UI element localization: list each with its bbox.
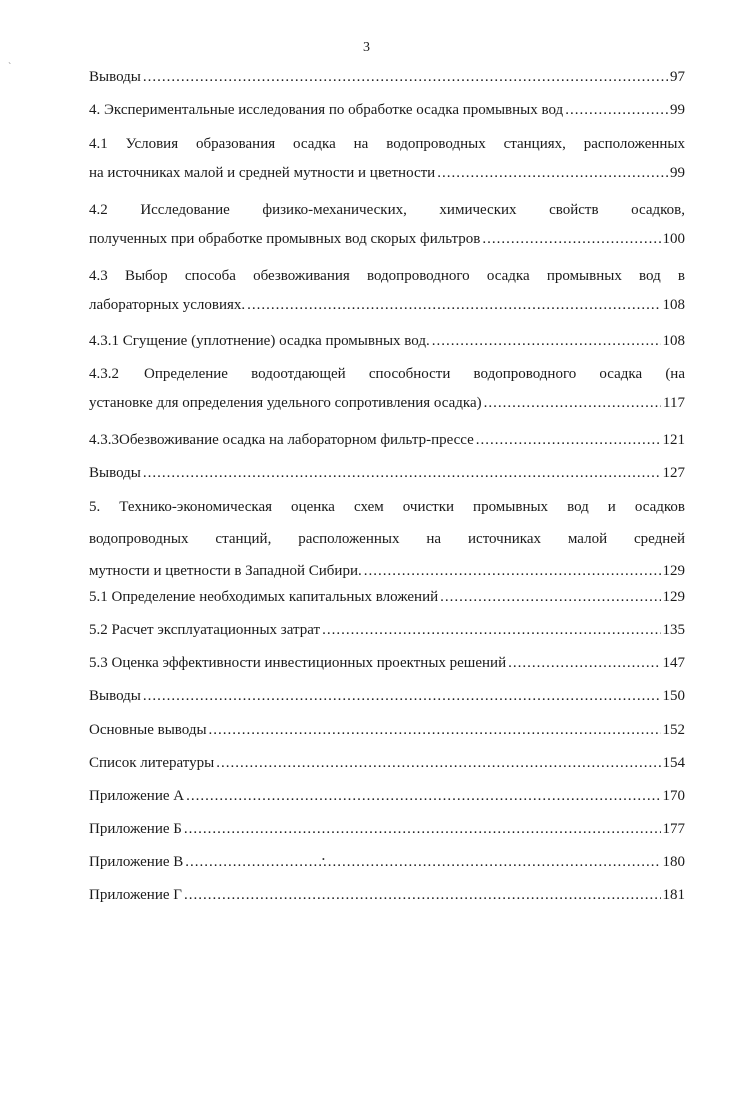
toc-entry-title: на источниках малой и средней мутности и цветности — [89, 165, 436, 181]
toc-entry-line: Определение водоотдающей способности водопроводного осадка (на — [144, 366, 685, 382]
toc-entry — [89, 881, 685, 910]
toc-entry — [89, 649, 685, 678]
dot-leader — [247, 291, 660, 320]
toc-entry-title: 5.2 Расчет эксплуатационных затрат — [89, 622, 321, 638]
toc-entry-page: 180 — [662, 854, 685, 870]
toc-entry-page: 129 — [662, 589, 685, 605]
toc-entry-page: 108 — [662, 297, 685, 313]
toc-entry-title: Приложение Б — [89, 821, 182, 837]
toc-entry — [89, 848, 685, 877]
dot-leader — [440, 583, 660, 612]
dot-leader — [216, 749, 660, 778]
dot-leader — [209, 716, 661, 745]
dot-leader — [508, 649, 660, 678]
toc-entry-title: 5.1 Определение необходимых капитальных вложений — [89, 589, 439, 605]
toc-entry-title: 4.3.1 Сгущение (уплотнение) осадка промывных вод. — [89, 333, 430, 349]
toc-entry — [89, 749, 685, 778]
toc-entry-title: Приложение В — [89, 854, 184, 870]
toc-entry-title: лабораторных условиях. — [89, 297, 246, 313]
toc-entry-title: 4. Экспериментальные исследования по обработке осадка промывных вод — [89, 102, 564, 118]
toc-entry-line: 4.1 Условия образования осадка на водопроводных станциях, расположенных — [89, 136, 685, 152]
dot-leader — [364, 557, 661, 586]
toc-entry — [89, 327, 685, 356]
toc-entry-title: Выводы — [89, 465, 141, 481]
toc-entry-line: 4.3 Выбор способа обезвоживания водопроводного осадка промывных вод в — [89, 268, 685, 284]
toc-entry — [89, 459, 685, 488]
toc-entry-title: установке для определения удельного сопротивления осадка) — [89, 395, 482, 411]
toc-entry — [89, 583, 685, 612]
toc-entry — [89, 63, 685, 92]
toc-entry — [89, 815, 685, 844]
toc-entry-line: 5. Технико-экономическая оценка схем очистки промывных вод и осадков — [89, 499, 685, 515]
toc-entry-title: полученных при обработке промывных вод скорых фильтров — [89, 231, 481, 247]
toc-entry — [89, 196, 685, 254]
toc-entry — [89, 782, 685, 811]
toc-entry-page: 147 — [662, 655, 685, 671]
toc-entry-title: 5.3 Оценка эффективности инвестиционных проектных решений — [89, 655, 507, 671]
toc-entry-page: 181 — [662, 887, 685, 903]
toc-entry-title: Обезвоживание осадка на лабораторном фильтр-прессе — [119, 432, 474, 448]
toc-entry-page: 100 — [662, 231, 685, 247]
toc-entry — [89, 493, 685, 586]
toc-entry-title: Приложение Г — [89, 887, 182, 903]
toc-entry-title: Выводы — [89, 69, 141, 85]
dot-leader — [476, 426, 661, 455]
dot-leader — [482, 225, 660, 254]
dot-leader — [565, 96, 668, 125]
toc-entry-page: 135 — [662, 622, 685, 638]
toc-entry-title: Список литературы — [89, 755, 215, 771]
toc-entry-page: 152 — [662, 722, 685, 738]
toc-entry — [89, 96, 685, 125]
toc-entry-title: мутности и цветности в Западной Сибири. — [89, 563, 362, 579]
dot-leader — [186, 782, 660, 811]
toc-entry — [89, 716, 685, 745]
toc-entry-page: 127 — [662, 465, 685, 481]
toc-entry-page: 99 — [670, 102, 685, 118]
dot-leader — [322, 616, 660, 645]
toc-entry-line: водопроводных станций, расположенных на источниках малой средней — [89, 531, 685, 547]
scan-speck: • — [322, 855, 325, 864]
toc-entry — [89, 426, 685, 455]
toc-entry-page: 154 — [662, 755, 685, 771]
dot-leader — [432, 327, 661, 356]
toc-entry-number: 4.3.3 — [89, 432, 119, 448]
toc-entry-page: 121 — [662, 432, 685, 448]
toc-entry-line: 4.2 Исследование физико-механических, химических свойств осадков, — [89, 202, 685, 218]
page-number: 3 — [363, 40, 370, 55]
toc-entry — [89, 682, 685, 711]
toc-entry — [89, 130, 685, 188]
toc-entry-page: 177 — [662, 821, 685, 837]
dot-leader — [184, 815, 661, 844]
toc-entry-page: 97 — [670, 69, 685, 85]
toc-entry-page: 150 — [662, 688, 685, 704]
toc-entry-page: 108 — [662, 333, 685, 349]
dot-leader — [185, 848, 660, 877]
dot-leader — [143, 682, 661, 711]
scan-speck: ` — [8, 62, 12, 73]
toc-entry-page: 99 — [670, 165, 685, 181]
toc-entry-title: Приложение А — [89, 788, 185, 804]
dot-leader — [143, 63, 668, 92]
toc-entry — [89, 262, 685, 320]
toc-entry — [89, 616, 685, 645]
toc-entry-page: 170 — [662, 788, 685, 804]
dot-leader — [437, 159, 668, 188]
dot-leader — [143, 459, 661, 488]
toc-entry-title: Выводы — [89, 688, 141, 704]
dot-leader — [184, 881, 661, 910]
toc-entry-title: Основные выводы — [89, 722, 207, 738]
toc-entry-page: 129 — [662, 563, 685, 579]
toc-entry-page: 117 — [663, 395, 685, 411]
dot-leader — [484, 389, 661, 418]
toc-entry — [89, 360, 685, 418]
toc-entry-number: 4.3.2 — [89, 366, 119, 382]
